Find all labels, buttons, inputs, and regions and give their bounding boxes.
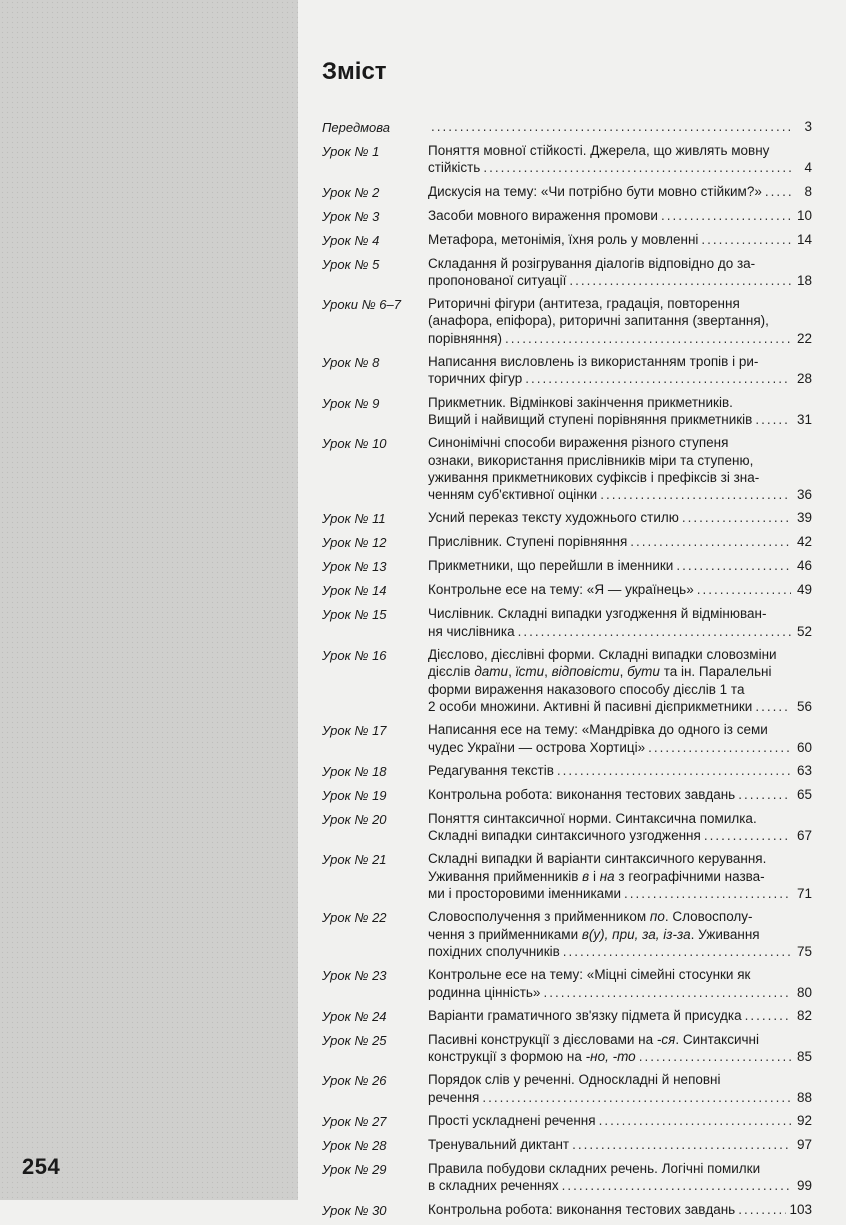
toc-entry — [322, 1136, 812, 1154]
toc-entry-lesson: Урок № 17 — [322, 723, 387, 739]
dot-leader — [600, 486, 791, 503]
toc-entry — [322, 394, 812, 429]
toc-entry-lesson: Урок № 20 — [322, 811, 387, 827]
toc-entry-topic-text: Уживання прийменників в і на з географічними назва- — [428, 868, 765, 884]
toc-entry-topic-line — [428, 966, 812, 983]
toc-entry-topic-line — [428, 353, 812, 370]
toc-entry-topic-line — [428, 118, 812, 135]
toc-entry-topic-text: Засоби мовного вираження промови — [428, 207, 658, 223]
toc-entry-topic — [428, 721, 812, 756]
toc-entry — [322, 908, 812, 960]
toc-entry-topic — [428, 1071, 812, 1106]
dot-leader — [624, 885, 791, 902]
toc-entry-topic-line — [428, 434, 812, 451]
toc-entry — [322, 762, 812, 780]
toc-entry-topic-line — [428, 663, 812, 680]
dot-leader — [482, 1089, 791, 1106]
toc-entry-topic-text: Словосполучення з прийменником по. Словосполу- — [428, 909, 753, 925]
toc-entry-topic — [428, 509, 812, 527]
toc-entry-topic-line — [428, 721, 812, 738]
toc-entry — [322, 183, 812, 201]
toc-entry-topic — [428, 762, 812, 780]
dot-leader — [518, 623, 791, 640]
toc-entry-lesson: Урок № 30 — [322, 1202, 387, 1218]
toc-entry-lesson: Урок № 13 — [322, 559, 387, 575]
italic-term: -ся — [656, 1031, 676, 1047]
toc-entry-topic-line — [428, 509, 812, 526]
toc-entry-topic-line — [428, 1160, 812, 1177]
toc-entry-page: 71 — [796, 886, 812, 902]
toc-entry-topic-line — [428, 207, 812, 224]
toc-entry-topic-text: Контрольне есе на тему: «Міцні сімейні стосунки як — [428, 967, 751, 983]
dot-leader — [431, 118, 791, 135]
toc-entry-topic-text: Поняття мовної стійкості. Джерела, що живлять мовну — [428, 143, 770, 158]
dot-leader — [661, 207, 791, 224]
dot-leader — [704, 827, 791, 844]
toc-entry-topic-line — [428, 698, 812, 715]
toc-entry-topic-text: пропонованої ситуації — [428, 272, 567, 288]
dot-leader — [483, 159, 791, 176]
toc-entry-topic-text: чення з прийменниками в(у), при, за, із-за. Уживання — [428, 926, 760, 942]
toc-entry — [322, 509, 812, 527]
toc-entry-topic-text: конструкції з формою на -но, -то — [428, 1049, 636, 1065]
dot-leader — [738, 1201, 786, 1218]
toc-entry-topic-text: дієслів дати, їсти, відповісти, бути та ін. Паралельні — [428, 664, 772, 680]
toc-entry-topic-text: ченням суб'єктивної оцінки — [428, 487, 598, 503]
toc-entry-topic-text: Дієслово, дієслівні форми. Складні випадки словозміни — [428, 647, 777, 663]
toc-entry-topic-line — [428, 1031, 812, 1048]
toc-entry-topic-text: Усний переказ тексту художнього стилю — [428, 510, 679, 526]
toc-entry-topic-text: Правила побудови складних речень. Логічні помилки — [428, 1160, 761, 1176]
toc-entry-page: 36 — [796, 487, 812, 503]
toc-entry-topic-line — [428, 1177, 812, 1194]
toc-entry-topic-line — [428, 1071, 812, 1088]
toc-entry — [322, 810, 812, 845]
toc-entry-topic-text: Прикметник. Відмінкові закінчення прикметників. — [428, 394, 733, 410]
toc-entry-topic-text: Редагування текстів — [428, 762, 554, 778]
toc-entry — [322, 142, 812, 177]
toc-entry-topic-line — [428, 943, 812, 960]
toc-entry-topic-text: Дискусія на тему: «Чи потрібно бути мовно стійким?» — [428, 183, 762, 199]
toc-entry-topic — [428, 231, 812, 249]
toc-entry-page: 92 — [796, 1112, 812, 1128]
toc-entry-topic-text: чудес України — острова Хортиці» — [428, 739, 646, 755]
toc-entry-topic-line — [428, 159, 812, 176]
toc-entry-lesson: Урок № 11 — [322, 511, 386, 527]
toc-entry-topic — [428, 581, 812, 599]
toc-entry-page: 14 — [796, 231, 812, 247]
toc-entry-topic-line — [428, 1136, 812, 1153]
toc-entry-topic-line — [428, 370, 812, 387]
toc-entry-topic — [428, 1031, 812, 1066]
toc-entry-topic-text: Пасивні конструкції з дієсловами на -ся. Синтаксичні — [428, 1031, 759, 1047]
toc-entry-page: 56 — [796, 698, 812, 714]
toc-entry-topic-text: стійкість — [428, 160, 481, 176]
toc-entry-topic-line — [428, 394, 812, 411]
italic-term: їсти — [515, 664, 545, 680]
toc-entry — [322, 646, 812, 715]
toc-entry-topic-line — [428, 231, 812, 248]
dot-leader — [543, 984, 791, 1001]
toc-entry — [322, 231, 812, 249]
toc-entry-topic-text: торичних фігур — [428, 371, 523, 387]
toc-entry-topic-line — [428, 469, 812, 486]
toc-entry-topic — [428, 1201, 812, 1219]
toc-entry-topic-text: Тренувальний диктант — [428, 1136, 570, 1152]
toc-entry-topic — [428, 533, 812, 551]
toc-entry-topic — [428, 1007, 812, 1025]
toc-entry-topic-line — [428, 827, 812, 844]
toc-entry-topic-text: Числівник. Складні випадки узгодження й відмінюван- — [428, 606, 767, 622]
toc-entry-topic-line — [428, 255, 812, 272]
toc-entry-lesson: Урок № 28 — [322, 1137, 387, 1153]
toc-entry-lesson: Урок № 1 — [322, 144, 380, 159]
toc-entry-topic-line — [428, 330, 812, 347]
toc-entry-topic-text: Прислівник. Ступені порівняння — [428, 534, 628, 550]
toc-entry — [322, 207, 812, 225]
toc-entry-topic-text: ня числівника — [428, 623, 515, 639]
dot-leader — [505, 330, 791, 347]
toc-entry-topic-text: Метафора, метонімія, їхня роль у мовленні — [428, 231, 699, 247]
toc-entry-topic-text: Порядок слів у реченні. Односкладні й неповні — [428, 1072, 721, 1088]
toc-entry-lesson: Урок № 23 — [322, 968, 387, 984]
toc-entry — [322, 786, 812, 804]
toc-entry-topic-line — [428, 295, 812, 312]
toc-entry-lesson: Урок № 22 — [322, 910, 387, 926]
toc-entry-page: 103 — [789, 1201, 812, 1217]
toc-entry-page: 80 — [796, 984, 812, 1000]
toc-entry-topic-text: Контрольна робота: виконання тестових завдань — [428, 1201, 736, 1217]
italic-term: в — [582, 868, 590, 884]
toc-entry-topic-line — [428, 762, 812, 779]
toc-entry-lesson: Урок № 9 — [322, 395, 380, 411]
toc-entry-topic — [428, 850, 812, 902]
toc-entry-topic — [428, 295, 812, 347]
toc-entry-lesson: Урок № 3 — [322, 208, 380, 224]
toc-entry-topic-line — [428, 786, 812, 803]
toc-entry-topic — [428, 1136, 812, 1154]
toc-entry-topic-line — [428, 452, 812, 469]
toc-entry — [322, 533, 812, 551]
page-title: Зміст — [322, 58, 387, 85]
toc-entry-topic — [428, 1112, 812, 1130]
toc-entry-page: 18 — [796, 272, 812, 288]
dot-leader — [572, 1136, 791, 1153]
toc-entry-lesson: Передмова — [322, 120, 391, 135]
italic-term: дати — [474, 664, 509, 680]
toc-entry — [322, 353, 812, 388]
toc-entry-topic-text: Вищий і найвищий ступені порівняння прикметників — [428, 411, 753, 427]
toc-entry-page: 28 — [796, 371, 812, 387]
toc-entry-page: 67 — [796, 828, 812, 844]
dot-leader — [648, 739, 791, 756]
toc-entry-topic-line — [428, 739, 812, 756]
toc-entry-topic — [428, 1160, 812, 1195]
toc-entry-topic-line — [428, 486, 812, 503]
toc-entry-topic-text: 2 особи множини. Активні й пасивні дієприкметники — [428, 698, 753, 714]
toc-entry-topic-line — [428, 850, 812, 867]
toc-entry-topic-line — [428, 681, 812, 698]
dot-leader — [697, 581, 791, 598]
toc-entry-lesson: Урок № 14 — [322, 583, 387, 599]
italic-term: бути — [627, 664, 660, 680]
toc-entry-topic — [428, 207, 812, 225]
toc-entry-topic-text: Прості ускладнені речення — [428, 1112, 596, 1128]
toc-entry-topic-text: Складання й розігрування діалогів відповідно до за- — [428, 255, 756, 271]
toc-entry-lesson: Уроки № 6–7 — [322, 297, 401, 313]
toc-entry-topic-text: Контрольна робота: виконання тестових завдань — [428, 786, 736, 802]
toc-entry — [322, 557, 812, 575]
toc-entry-topic-line — [428, 1201, 812, 1218]
toc-entry-lesson: Урок № 16 — [322, 648, 387, 664]
toc-entry-topic-line — [428, 868, 812, 885]
toc-entry-topic-line — [428, 885, 812, 902]
toc-entry-page: 3 — [804, 119, 812, 134]
toc-entry-topic — [428, 786, 812, 804]
toc-entry-page: 82 — [796, 1007, 812, 1023]
toc-entry-topic-text: похідних сполучників — [428, 943, 560, 959]
toc-entry-topic-line — [428, 623, 812, 640]
italic-term: на — [599, 868, 615, 884]
toc-entry-page: 65 — [796, 786, 812, 802]
toc-entry-topic-text: Написання висловлень із використанням тропів і ри- — [428, 354, 759, 370]
table-of-contents — [322, 118, 812, 1225]
toc-entry-topic — [428, 142, 812, 177]
dot-leader — [755, 698, 791, 715]
italic-term: відповісти — [551, 664, 620, 680]
toc-entry-lesson: Урок № 8 — [322, 355, 380, 371]
toc-entry-lesson: Урок № 24 — [322, 1008, 387, 1024]
dot-leader — [676, 557, 791, 574]
toc-entry-topic-line — [428, 810, 812, 827]
toc-entry-topic — [428, 255, 812, 290]
toc-entry-page: 46 — [796, 558, 812, 574]
toc-entry-lesson: Урок № 12 — [322, 535, 387, 551]
toc-entry-page: 75 — [796, 943, 812, 959]
toc-entry-topic-text: (анафора, епіфора), риторичні запитання (звертання), — [428, 313, 769, 329]
toc-entry-topic-line — [428, 1089, 812, 1106]
dot-leader — [563, 943, 791, 960]
toc-entry-lesson: Урок № 25 — [322, 1032, 387, 1048]
toc-entry — [322, 605, 812, 640]
dot-leader — [738, 786, 791, 803]
toc-entry-page: 85 — [796, 1049, 812, 1065]
dot-leader — [569, 272, 791, 289]
toc-entry-topic-line — [428, 411, 812, 428]
toc-entry-topic-text: Синонімічні способи вираження різного ступеня — [428, 435, 729, 451]
toc-entry-page: 60 — [796, 739, 812, 755]
toc-entry-page: 8 — [804, 183, 812, 199]
left-margin-band — [0, 0, 298, 1200]
toc-entry-topic-line — [428, 1112, 812, 1129]
toc-entry-page: 22 — [796, 330, 812, 346]
toc-entry-topic-text: Поняття синтаксичної норми. Синтаксична помилка. — [428, 810, 757, 826]
toc-entry-topic-text: порівняння) — [428, 330, 502, 346]
toc-entry-topic-text: Риторичні фігури (антитеза, градація, повторення — [428, 296, 740, 312]
toc-entry-topic — [428, 434, 812, 503]
toc-entry — [322, 295, 812, 347]
toc-entry-topic-text: форми вираження наказового способу дієслів 1 та — [428, 681, 745, 697]
toc-entry-topic-text: в складних реченнях — [428, 1178, 559, 1194]
toc-entry-page: 42 — [796, 534, 812, 550]
toc-entry-topic-text: ми і просторовими іменниками — [428, 886, 622, 902]
toc-entry — [322, 1071, 812, 1106]
toc-entry — [322, 581, 812, 599]
toc-entry-topic-text: Написання есе на тему: «Мандрівка до одного із семи — [428, 722, 768, 738]
toc-entry-topic — [428, 353, 812, 388]
toc-entry-topic — [428, 118, 812, 136]
toc-entry-lesson: Урок № 26 — [322, 1073, 387, 1089]
toc-entry-topic-line — [428, 312, 812, 329]
toc-entry — [322, 1112, 812, 1130]
toc-entry-lesson: Урок № 29 — [322, 1161, 387, 1177]
toc-entry-topic — [428, 183, 812, 201]
toc-entry-lesson: Урок № 2 — [322, 184, 380, 200]
italic-term: по — [649, 909, 665, 925]
toc-entry — [322, 850, 812, 902]
dot-leader — [630, 533, 791, 550]
toc-entry-lesson: Урок № 21 — [322, 852, 387, 868]
toc-entry-topic — [428, 605, 812, 640]
toc-entry-lesson: Урок № 4 — [322, 232, 380, 248]
toc-entry-topic-line — [428, 142, 812, 159]
toc-entry-page: 39 — [796, 510, 812, 526]
toc-entry-topic-line — [428, 272, 812, 289]
toc-entry-page: 97 — [796, 1136, 812, 1152]
toc-entry-topic — [428, 394, 812, 429]
toc-entry — [322, 118, 812, 136]
toc-entry-topic-line — [428, 605, 812, 622]
toc-entry-lesson: Урок № 15 — [322, 607, 387, 623]
toc-entry — [322, 1160, 812, 1195]
toc-entry-topic-line — [428, 557, 812, 574]
dot-leader — [745, 1007, 791, 1024]
toc-entry-topic-text: речення — [428, 1089, 480, 1105]
toc-entry-lesson: Урок № 27 — [322, 1113, 387, 1129]
toc-entry-topic — [428, 810, 812, 845]
toc-entry-topic-text: Складні випадки синтаксичного узгодження — [428, 828, 701, 844]
toc-entry — [322, 434, 812, 503]
toc-entry-page: 99 — [796, 1178, 812, 1194]
toc-entry-topic — [428, 646, 812, 715]
toc-entry-page: 63 — [796, 762, 812, 778]
toc-entry-topic-text: Прикметники, що перейшли в іменники — [428, 558, 674, 574]
toc-entry-topic — [428, 966, 812, 1001]
dot-leader — [557, 762, 791, 779]
toc-entry — [322, 255, 812, 290]
toc-entry-page: 52 — [796, 623, 812, 639]
toc-entry-page: 10 — [796, 207, 812, 223]
toc-entry-topic-text: Складні випадки й варіанти синтаксичного керування. — [428, 851, 767, 867]
toc-entry-page: 4 — [804, 160, 812, 176]
dot-leader — [525, 370, 791, 387]
toc-entry-topic-line — [428, 183, 812, 200]
toc-entry — [322, 1031, 812, 1066]
dot-leader — [682, 509, 791, 526]
toc-entry-lesson: Урок № 19 — [322, 787, 387, 803]
toc-entry-topic — [428, 557, 812, 575]
toc-entry-topic-line — [428, 1048, 812, 1065]
toc-entry-topic-text: родинна цінність» — [428, 984, 541, 1000]
toc-entry-page: 31 — [796, 411, 812, 427]
toc-entry-topic-line — [428, 926, 812, 943]
toc-entry-page: 88 — [796, 1089, 812, 1105]
toc-entry-topic-line — [428, 1007, 812, 1024]
toc-entry-topic-text: ознаки, використання прислівників міри та ступеню, — [428, 452, 754, 468]
page-number: 254 — [22, 1154, 61, 1179]
dot-leader — [639, 1048, 791, 1065]
toc-entry-topic — [428, 908, 812, 960]
dot-leader — [701, 231, 791, 248]
toc-entry-topic-line — [428, 581, 812, 598]
toc-entry-topic-text: Контрольне есе на тему: «Я — українець» — [428, 582, 694, 598]
toc-entry-topic-line — [428, 533, 812, 550]
dot-leader — [755, 411, 791, 428]
toc-entry — [322, 966, 812, 1001]
italic-term: в(у), при, за, із-за — [581, 926, 691, 942]
toc-entry-topic-line — [428, 908, 812, 925]
toc-entry — [322, 1007, 812, 1025]
italic-term: -но, -то — [585, 1049, 636, 1065]
toc-entry-lesson: Урок № 10 — [322, 436, 387, 452]
toc-entry-lesson: Урок № 18 — [322, 763, 387, 779]
dot-leader — [562, 1177, 791, 1194]
toc-entry-page: 49 — [796, 582, 812, 598]
toc-entry-lesson: Урок № 5 — [322, 256, 380, 272]
toc-entry — [322, 1201, 812, 1219]
dot-leader — [599, 1112, 791, 1129]
toc-entry-topic-line — [428, 984, 812, 1001]
toc-entry-topic-text: уживання прикметникових суфіксів і префіксів зі зна- — [428, 469, 760, 485]
toc-entry — [322, 721, 812, 756]
toc-entry-topic-line — [428, 646, 812, 663]
toc-entry-topic-text: Варіанти граматичного зв'язку підмета й присудка — [428, 1007, 742, 1023]
dot-leader — [765, 183, 791, 200]
